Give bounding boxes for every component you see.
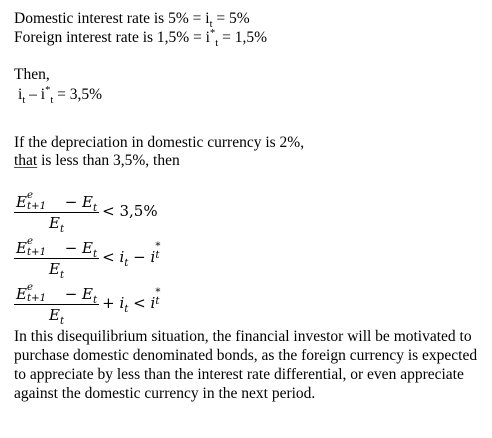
foreign-rate-line — [14, 27, 267, 50]
equation-2-fraction — [14, 236, 99, 281]
equation-1-fraction — [14, 190, 99, 235]
equation-2-rhs: < $i_t - i$ * t — [102, 240, 161, 269]
that-word: that — [14, 152, 38, 169]
equation-1-numerator: E e t+1 − $E_t$ — [16, 190, 98, 214]
equation-2-denominator: $E_t$ — [49, 260, 65, 281]
differential-i: i — [18, 86, 23, 103]
conclusion-paragraph: In this disequilibrium situation, the financial investor will be motivated to purchase domestic denominated bonds, as the foreign currency is expected to appreciate by less than the interest rate differential, or even appreciate against the domestic currency in the next period. — [14, 328, 478, 402]
equation-1 — [14, 190, 158, 235]
then-text: Then, — [14, 66, 50, 83]
differential-star: * — [45, 84, 51, 96]
equation-3-numerator: E e t+1 − $E_t$ — [16, 282, 98, 306]
equation-3-rhs: + $i_t < i$ * t — [102, 286, 161, 315]
foreign-rate-superscript: * — [210, 27, 216, 39]
equation-1-rhs: < 3,5% — [102, 202, 158, 220]
then-line — [14, 66, 50, 84]
foreign-rate-text: Foreign interest rate is 1,5% = i — [14, 29, 210, 46]
that-tail: is less than 3,5%, then — [37, 152, 180, 169]
foreign-rate-subscript: t — [215, 38, 219, 50]
foreign-rate-tail: = 1,5% — [218, 29, 267, 46]
differential-sub1: t — [22, 95, 26, 107]
domestic-rate-subscript: t — [209, 19, 213, 31]
domestic-rate-text: Domestic interest rate is 5% = i — [14, 10, 210, 27]
equation-3-denominator: $E_t$ — [49, 306, 65, 327]
equation-1-denominator: $E_t$ — [49, 214, 65, 235]
domestic-rate-line — [14, 10, 250, 31]
differential-tail: = 3,5% — [53, 86, 103, 103]
depreciation-text: If the depreciation in domestic currency is 2%, — [14, 134, 305, 151]
differential-line — [18, 84, 103, 107]
equation-2-numerator: E e t+1 − $E_t$ — [16, 236, 98, 260]
domestic-rate-tail: = 5% — [212, 10, 250, 27]
equation-3-fraction — [14, 282, 99, 327]
that-line — [14, 152, 180, 170]
depreciation-line — [14, 134, 304, 152]
differential-sub2: t — [50, 95, 54, 107]
equation-3 — [14, 282, 163, 327]
differential-mid: – i — [25, 86, 46, 103]
equation-2 — [14, 236, 163, 281]
